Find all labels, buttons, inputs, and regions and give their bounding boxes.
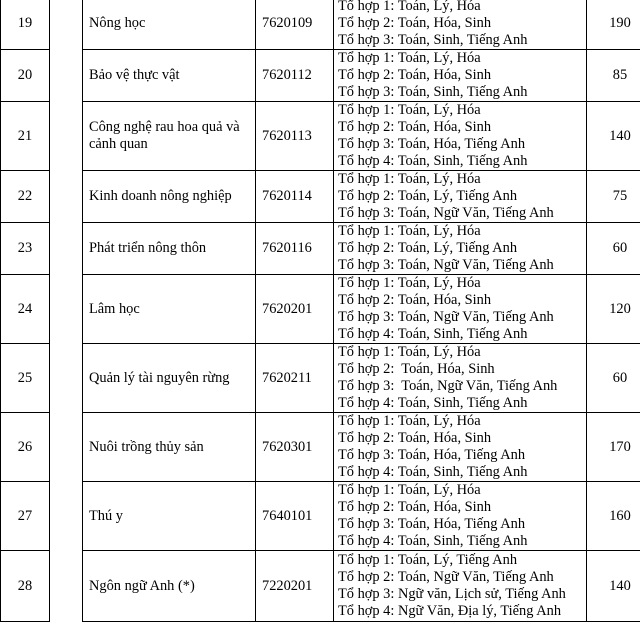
quota-cell: 190 (587, 0, 640, 50)
quota-cell: 85 (587, 50, 640, 102)
group-cell (50, 223, 83, 275)
subject-combinations-cell (334, 482, 587, 551)
group-cell (50, 482, 83, 551)
subject-combination: Tổ hợp 4: Toán, Sinh, Tiếng Anh (338, 533, 586, 550)
quota-cell: 60 (587, 223, 640, 275)
major-name-cell: Nông học (83, 0, 256, 50)
major-code-cell: 7620114 (256, 171, 334, 223)
subject-combination: Tổ hợp 2: Toán, Hóa, Sinh (338, 292, 586, 309)
major-code-cell: 7640101 (256, 482, 334, 551)
subject-combination: Tổ hợp 3: Ngữ văn, Lịch sử, Tiếng Anh (338, 586, 586, 603)
subject-combination: Tổ hợp 2: Toán, Hóa, Sinh (338, 119, 586, 136)
subject-combination: Tổ hợp 1: Toán, Lý, Hóa (338, 50, 586, 67)
subject-combination: Tổ hợp 3: Toán, Sinh, Tiếng Anh (338, 84, 586, 101)
subject-combination: Tổ hợp 2: Toán, Lý, Tiếng Anh (338, 240, 586, 257)
subject-combination: Tổ hợp 2: Toán, Hóa, Sinh (338, 361, 586, 378)
subject-combination: Tổ hợp 1: Toán, Lý, Hóa (338, 344, 586, 361)
group-cell (50, 275, 83, 344)
table-row (1, 0, 640, 50)
subject-combination: Tổ hợp 2: Toán, Hóa, Sinh (338, 499, 586, 516)
subject-combination: Tổ hợp 4: Toán, Sinh, Tiếng Anh (338, 395, 586, 412)
group-cell (50, 102, 83, 171)
subject-combination: Tổ hợp 3: Toán, Ngữ Văn, Tiếng Anh (338, 205, 586, 222)
row-number-cell: 23 (1, 223, 50, 275)
table-row (1, 223, 640, 275)
subject-combination: Tổ hợp 2: Toán, Lý, Tiếng Anh (338, 188, 586, 205)
group-cell (50, 50, 83, 102)
subject-combinations-cell (334, 275, 587, 344)
subject-combination: Tổ hợp 1: Toán, Lý, Hóa (338, 413, 586, 430)
subject-combinations-cell (334, 413, 587, 482)
quota-cell: 160 (587, 482, 640, 551)
group-cell (50, 344, 83, 413)
table-row (1, 413, 640, 482)
row-number-cell: 28 (1, 551, 50, 622)
major-code-cell: 7220201 (256, 551, 334, 622)
table-row (1, 344, 640, 413)
major-name-cell: Công nghệ rau hoa quả và cảnh quan (83, 102, 256, 171)
quota-cell: 140 (587, 102, 640, 171)
subject-combination: Tổ hợp 4: Toán, Sinh, Tiếng Anh (338, 153, 586, 170)
group-cell (50, 0, 83, 50)
subject-combination: Tổ hợp 1: Toán, Lý, Hóa (338, 223, 586, 240)
row-number-cell: 22 (1, 171, 50, 223)
subject-combination: Tổ hợp 3: Toán, Hóa, Tiếng Anh (338, 136, 586, 153)
subject-combination: Tổ hợp 1: Toán, Lý, Hóa (338, 102, 586, 119)
subject-combination: Tổ hợp 3: Toán, Hóa, Tiếng Anh (338, 447, 586, 464)
table-row (1, 275, 640, 344)
subject-combinations-cell (334, 0, 587, 50)
row-number-cell: 19 (1, 0, 50, 50)
subject-combination: Tổ hợp 4: Toán, Sinh, Tiếng Anh (338, 464, 586, 481)
major-name-cell: Ngôn ngữ Anh (*) (83, 551, 256, 622)
table-row (1, 102, 640, 171)
row-number-cell: 27 (1, 482, 50, 551)
major-name-cell: Phát triển nông thôn (83, 223, 256, 275)
row-number-cell: 20 (1, 50, 50, 102)
major-code-cell: 7620113 (256, 102, 334, 171)
subject-combination: Tổ hợp 2: Toán, Hóa, Sinh (338, 67, 586, 84)
major-name-cell: Thú y (83, 482, 256, 551)
major-code-cell: 7620301 (256, 413, 334, 482)
group-cell (50, 551, 83, 622)
major-code-cell: 7620109 (256, 0, 334, 50)
row-number-cell: 21 (1, 102, 50, 171)
major-name-cell: Bảo vệ thực vật (83, 50, 256, 102)
major-code-cell: 7620112 (256, 50, 334, 102)
subject-combinations-cell (334, 551, 587, 622)
major-name-cell: Lâm học (83, 275, 256, 344)
table-row (1, 171, 640, 223)
major-code-cell: 7620116 (256, 223, 334, 275)
subject-combination: Tổ hợp 2: Toán, Hóa, Sinh (338, 430, 586, 447)
quota-cell: 60 (587, 344, 640, 413)
row-number-cell: 26 (1, 413, 50, 482)
subject-combination: Tổ hợp 1: Toán, Lý, Tiếng Anh (338, 552, 586, 569)
subject-combinations-cell (334, 344, 587, 413)
subject-combination: Tổ hợp 1: Toán, Lý, Hóa (338, 0, 586, 15)
subject-combination: Tổ hợp 4: Toán, Sinh, Tiếng Anh (338, 326, 586, 343)
subject-combination: Tổ hợp 3: Toán, Sinh, Tiếng Anh (338, 32, 586, 49)
subject-combinations-cell (334, 50, 587, 102)
quota-cell: 120 (587, 275, 640, 344)
subject-combination: Tổ hợp 3: Toán, Hóa, Tiếng Anh (338, 516, 586, 533)
row-number-cell: 25 (1, 344, 50, 413)
subject-combinations-cell (334, 223, 587, 275)
major-name-cell: Kinh doanh nông nghiệp (83, 171, 256, 223)
subject-combination: Tổ hợp 1: Toán, Lý, Hóa (338, 482, 586, 499)
table-row (1, 551, 640, 622)
subject-combination: Tổ hợp 4: Ngữ Văn, Địa lý, Tiếng Anh (338, 603, 586, 620)
major-name-cell: Nuôi trồng thủy sản (83, 413, 256, 482)
subject-combination: Tổ hợp 3: Toán, Ngữ Văn, Tiếng Anh (338, 257, 586, 274)
quota-cell: 170 (587, 413, 640, 482)
group-cell (50, 413, 83, 482)
subject-combination: Tổ hợp 3: Toán, Ngữ Văn, Tiếng Anh (338, 309, 586, 326)
table-row (1, 482, 640, 551)
table-row (1, 50, 640, 102)
subject-combination: Tổ hợp 3: Toán, Ngữ Văn, Tiếng Anh (338, 378, 586, 395)
quota-cell: 75 (587, 171, 640, 223)
subject-combinations-cell (334, 102, 587, 171)
subject-combination: Tổ hợp 2: Toán, Hóa, Sinh (338, 15, 586, 32)
major-name-cell: Quản lý tài nguyên rừng (83, 344, 256, 413)
subject-combination: Tổ hợp 1: Toán, Lý, Hóa (338, 171, 586, 188)
group-cell (50, 171, 83, 223)
major-code-cell: 7620211 (256, 344, 334, 413)
subject-combination: Tổ hợp 2: Toán, Ngữ Văn, Tiếng Anh (338, 569, 586, 586)
subject-combination: Tổ hợp 1: Toán, Lý, Hóa (338, 275, 586, 292)
quota-cell: 140 (587, 551, 640, 622)
major-code-cell: 7620201 (256, 275, 334, 344)
subject-combinations-cell (334, 171, 587, 223)
row-number-cell: 24 (1, 275, 50, 344)
